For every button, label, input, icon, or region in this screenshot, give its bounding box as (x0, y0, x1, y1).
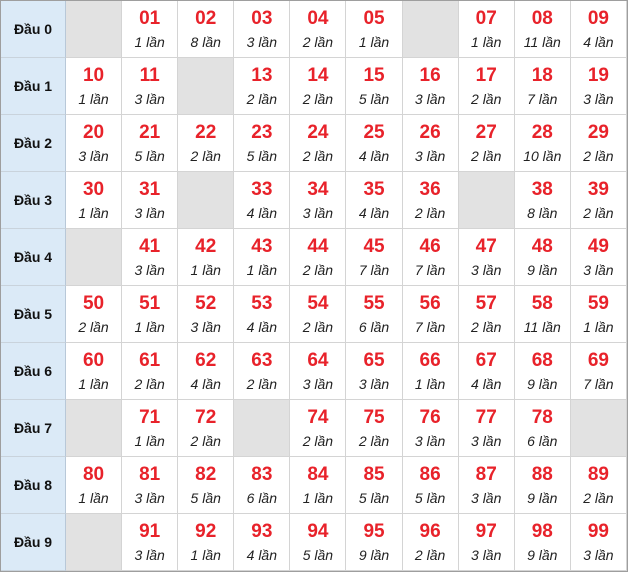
number-value: 95 (363, 520, 385, 542)
occurrence-count: 2 lần (414, 204, 446, 221)
occurrence-count: 2 lần (302, 33, 334, 50)
row-header: Đầu 4 (1, 229, 66, 286)
empty-cell (66, 229, 122, 286)
number-cell (403, 457, 459, 514)
number-cell (66, 343, 122, 400)
number-cell (122, 400, 178, 457)
occurrence-count: 5 lần (414, 489, 446, 506)
number-value: 75 (363, 406, 385, 428)
number-value: 68 (531, 349, 553, 371)
number-value: 48 (531, 235, 553, 257)
empty-cell (178, 172, 234, 229)
number-cell (515, 514, 571, 571)
number-value: 28 (531, 121, 553, 143)
occurrence-count: 1 lần (302, 489, 334, 506)
occurrence-count: 3 lần (190, 318, 221, 335)
number-value: 05 (363, 7, 385, 29)
occurrence-count: 2 lần (471, 90, 502, 107)
number-value: 29 (587, 121, 609, 143)
number-value: 65 (363, 349, 385, 371)
occurrence-count: 4 lần (190, 375, 221, 392)
empty-cell (571, 400, 627, 457)
occurrence-count: 8 lần (527, 204, 558, 221)
occurrence-count: 5 lần (134, 147, 165, 164)
number-value: 24 (307, 121, 329, 143)
number-cell (346, 58, 402, 115)
number-cell (122, 115, 178, 172)
number-cell (290, 286, 346, 343)
occurrence-count: 4 lần (471, 375, 502, 392)
occurrence-count: 9 lần (527, 261, 558, 278)
number-value: 21 (139, 121, 161, 143)
number-value: 64 (307, 349, 329, 371)
number-value: 89 (587, 463, 609, 485)
number-cell (459, 58, 515, 115)
number-cell (403, 229, 459, 286)
number-value: 27 (475, 121, 497, 143)
number-cell (346, 343, 402, 400)
number-value: 99 (587, 520, 609, 542)
number-value: 45 (363, 235, 385, 257)
number-cell (290, 343, 346, 400)
occurrence-count: 4 lần (246, 546, 277, 563)
number-cell (290, 58, 346, 115)
occurrence-count: 4 lần (358, 204, 390, 221)
occurrence-count: 2 lần (471, 318, 502, 335)
number-cell (515, 400, 571, 457)
number-value: 77 (475, 406, 497, 428)
number-value: 80 (82, 463, 105, 485)
number-value: 81 (139, 463, 161, 485)
number-cell (122, 58, 178, 115)
number-cell (403, 172, 459, 229)
row-header: Đầu 6 (1, 343, 66, 400)
number-value: 84 (307, 463, 329, 485)
empty-cell (66, 1, 122, 58)
number-cell (234, 457, 290, 514)
occurrence-count: 3 lần (471, 546, 502, 563)
number-value: 44 (307, 235, 329, 257)
occurrence-count: 1 lần (134, 318, 165, 335)
number-value: 09 (587, 7, 609, 29)
occurrence-count: 5 lần (358, 90, 390, 107)
occurrence-count: 1 lần (134, 432, 165, 449)
occurrence-count: 2 lần (302, 147, 334, 164)
occurrence-count: 8 lần (190, 33, 221, 50)
number-value: 66 (419, 349, 441, 371)
number-cell (346, 115, 402, 172)
occurrence-count: 2 lần (134, 375, 165, 392)
occurrence-count: 3 lần (134, 261, 165, 278)
number-value: 94 (307, 520, 329, 542)
occurrence-count: 2 lần (358, 432, 390, 449)
number-value: 08 (531, 7, 553, 29)
number-cell (234, 1, 290, 58)
number-value: 23 (251, 121, 273, 143)
number-cell (459, 514, 515, 571)
occurrence-count: 2 lần (78, 318, 109, 335)
occurrence-count: 2 lần (190, 432, 221, 449)
occurrence-count: 3 lần (302, 375, 334, 392)
number-value: 19 (587, 64, 609, 86)
number-value: 97 (475, 520, 497, 542)
number-value: 76 (419, 406, 441, 428)
number-value: 20 (82, 121, 105, 143)
row-header: Đầu 0 (1, 1, 66, 58)
row-header: Đầu 3 (1, 172, 66, 229)
number-cell (346, 400, 402, 457)
occurrence-count: 3 lần (246, 33, 277, 50)
number-cell (515, 58, 571, 115)
occurrence-count: 3 lần (134, 489, 165, 506)
number-cell (290, 172, 346, 229)
occurrence-count: 6 lần (527, 432, 558, 449)
number-cell (571, 286, 627, 343)
number-value: 61 (139, 349, 161, 371)
number-cell (571, 1, 627, 58)
number-value: 31 (139, 178, 161, 200)
occurrence-count: 2 lần (302, 318, 334, 335)
number-value: 26 (419, 121, 441, 143)
number-value: 52 (195, 292, 217, 314)
number-value: 88 (531, 463, 553, 485)
occurrence-count: 3 lần (471, 432, 502, 449)
occurrence-count: 1 lần (246, 261, 277, 278)
occurrence-count: 2 lần (583, 147, 614, 164)
occurrence-count: 1 lần (190, 261, 221, 278)
occurrence-count: 2 lần (302, 432, 334, 449)
number-cell (122, 343, 178, 400)
number-cell (515, 172, 571, 229)
number-value: 39 (587, 178, 609, 200)
row-header: Đầu 7 (1, 400, 66, 457)
occurrence-count: 3 lần (414, 90, 446, 107)
number-value: 38 (531, 178, 553, 200)
empty-cell (459, 172, 515, 229)
number-value: 91 (139, 520, 161, 542)
occurrence-count: 10 lần (523, 147, 562, 164)
empty-cell (234, 400, 290, 457)
number-cell (346, 172, 402, 229)
number-cell (234, 514, 290, 571)
number-value: 01 (139, 7, 161, 29)
number-value: 11 (139, 64, 160, 86)
number-cell (459, 343, 515, 400)
occurrence-count: 3 lần (583, 261, 614, 278)
occurrence-count: 3 lần (134, 204, 165, 221)
occurrence-count: 1 lần (78, 90, 109, 107)
number-cell (122, 229, 178, 286)
number-value: 57 (475, 292, 497, 314)
occurrence-count: 1 lần (190, 546, 221, 563)
number-cell (122, 1, 178, 58)
number-value: 46 (419, 235, 441, 257)
number-cell (571, 229, 627, 286)
number-value: 53 (251, 292, 273, 314)
occurrence-count: 1 lần (583, 318, 614, 335)
occurrence-count: 3 lần (134, 90, 165, 107)
number-cell (66, 172, 122, 229)
number-cell (178, 400, 234, 457)
number-cell (122, 457, 178, 514)
number-value: 62 (195, 349, 217, 371)
row-header: Đầu 5 (1, 286, 66, 343)
occurrence-count: 7 lần (358, 261, 390, 278)
number-cell (66, 286, 122, 343)
occurrence-count: 4 lần (358, 147, 390, 164)
number-value: 63 (251, 349, 273, 371)
number-cell (290, 400, 346, 457)
empty-cell (66, 400, 122, 457)
number-cell (515, 1, 571, 58)
number-cell (122, 286, 178, 343)
occurrence-count: 1 lần (78, 489, 109, 506)
number-cell (403, 514, 459, 571)
number-cell (346, 514, 402, 571)
occurrence-count: 5 lần (190, 489, 221, 506)
number-cell (178, 229, 234, 286)
number-value: 74 (307, 406, 329, 428)
number-value: 92 (195, 520, 217, 542)
occurrence-count: 3 lần (414, 432, 446, 449)
number-value: 85 (363, 463, 385, 485)
occurrence-count: 9 lần (358, 546, 390, 563)
number-cell (403, 343, 459, 400)
occurrence-count: 1 lần (358, 33, 390, 50)
number-value: 78 (531, 406, 553, 428)
number-value: 43 (251, 235, 273, 257)
number-value: 98 (531, 520, 553, 542)
number-value: 04 (307, 7, 329, 29)
occurrence-count: 9 lần (527, 546, 558, 563)
number-value: 41 (139, 235, 161, 257)
occurrence-count: 7 lần (527, 90, 558, 107)
number-cell (122, 172, 178, 229)
occurrence-count: 6 lần (246, 489, 277, 506)
number-value: 17 (475, 64, 497, 86)
number-cell (178, 115, 234, 172)
number-cell (571, 514, 627, 571)
occurrence-count: 4 lần (246, 318, 277, 335)
number-cell (290, 1, 346, 58)
number-cell (234, 58, 290, 115)
occurrence-count: 3 lần (471, 261, 502, 278)
number-value: 49 (587, 235, 609, 257)
occurrence-count: 5 lần (358, 489, 390, 506)
number-cell (515, 457, 571, 514)
number-value: 69 (587, 349, 609, 371)
number-cell (459, 400, 515, 457)
number-value: 18 (531, 64, 553, 86)
row-header: Đầu 1 (1, 58, 66, 115)
number-cell (234, 115, 290, 172)
empty-cell (66, 514, 122, 571)
occurrence-count: 7 lần (414, 261, 446, 278)
occurrence-count: 1 lần (78, 204, 109, 221)
number-value: 67 (475, 349, 497, 371)
row-header: Đầu 2 (1, 115, 66, 172)
occurrence-count: 2 lần (302, 90, 334, 107)
number-cell (346, 286, 402, 343)
number-value: 30 (82, 178, 105, 200)
number-cell (290, 229, 346, 286)
number-value: 36 (419, 178, 441, 200)
occurrence-count: 7 lần (583, 375, 614, 392)
occurrence-count: 2 lần (414, 546, 446, 563)
number-cell (459, 115, 515, 172)
number-value: 07 (475, 7, 497, 29)
number-cell (66, 457, 122, 514)
occurrence-count: 11 lần (523, 318, 561, 335)
occurrence-count: 9 lần (527, 489, 558, 506)
number-value: 47 (475, 235, 497, 257)
number-value: 33 (251, 178, 273, 200)
number-cell (66, 115, 122, 172)
occurrence-count: 2 lần (302, 261, 334, 278)
number-cell (571, 343, 627, 400)
occurrence-count: 3 lần (414, 147, 446, 164)
occurrence-count: 3 lần (302, 204, 334, 221)
number-cell (346, 229, 402, 286)
number-cell (122, 514, 178, 571)
number-cell (459, 229, 515, 286)
number-value: 83 (251, 463, 273, 485)
number-value: 93 (251, 520, 273, 542)
number-cell (234, 229, 290, 286)
number-cell (403, 58, 459, 115)
occurrence-count: 3 lần (134, 546, 165, 563)
number-cell (459, 1, 515, 58)
occurrence-count: 3 lần (471, 489, 502, 506)
occurrence-count: 2 lần (471, 147, 502, 164)
number-cell (515, 286, 571, 343)
number-cell (403, 286, 459, 343)
number-cell (515, 229, 571, 286)
number-value: 87 (475, 463, 497, 485)
number-value: 03 (251, 7, 273, 29)
number-cell (234, 172, 290, 229)
number-cell (459, 286, 515, 343)
number-value: 42 (195, 235, 217, 257)
number-cell (234, 286, 290, 343)
number-value: 86 (419, 463, 441, 485)
number-cell (571, 115, 627, 172)
number-value: 54 (307, 292, 329, 314)
number-cell (403, 400, 459, 457)
number-cell (571, 58, 627, 115)
number-value: 14 (307, 64, 329, 86)
occurrence-count: 5 lần (302, 546, 334, 563)
number-cell (290, 457, 346, 514)
number-cell (346, 1, 402, 58)
number-value: 56 (419, 292, 441, 314)
number-cell (234, 343, 290, 400)
number-value: 10 (82, 64, 105, 86)
occurrence-count: 7 lần (414, 318, 446, 335)
number-cell (459, 457, 515, 514)
row-header: Đầu 9 (1, 514, 66, 571)
occurrence-count: 6 lần (358, 318, 390, 335)
number-cell (571, 172, 627, 229)
number-value: 71 (139, 406, 161, 428)
number-value: 13 (251, 64, 273, 86)
occurrence-count: 4 lần (583, 33, 614, 50)
number-cell (290, 514, 346, 571)
number-cell (346, 457, 402, 514)
empty-cell (403, 1, 459, 58)
number-value: 15 (363, 64, 385, 86)
number-value: 82 (195, 463, 217, 485)
occurrence-count: 3 lần (78, 147, 109, 164)
number-cell (178, 343, 234, 400)
number-cell (178, 1, 234, 58)
number-cell (178, 286, 234, 343)
empty-cell (178, 58, 234, 115)
occurrence-count: 4 lần (246, 204, 277, 221)
occurrence-count: 1 lần (471, 33, 502, 50)
number-cell (515, 343, 571, 400)
number-value: 51 (139, 292, 161, 314)
occurrence-count: 3 lần (583, 546, 614, 563)
number-value: 16 (419, 64, 441, 86)
number-value: 58 (531, 292, 553, 314)
occurrence-count: 1 lần (414, 375, 446, 392)
number-value: 96 (419, 520, 441, 542)
occurrence-count: 2 lần (190, 147, 221, 164)
occurrence-count: 2 lần (583, 204, 614, 221)
number-value: 60 (82, 349, 105, 371)
number-cell (403, 115, 459, 172)
number-value: 50 (82, 292, 105, 314)
occurrence-count: 5 lần (246, 147, 277, 164)
occurrence-count: 2 lần (246, 375, 277, 392)
number-value: 34 (307, 178, 329, 200)
number-cell (290, 115, 346, 172)
number-cell (178, 457, 234, 514)
number-value: 02 (195, 7, 217, 29)
occurrence-count: 1 lần (78, 375, 109, 392)
occurrence-count: 9 lần (527, 375, 558, 392)
occurrence-count: 3 lần (583, 90, 614, 107)
occurrence-count: 1 lần (134, 33, 165, 50)
occurrence-count: 3 lần (358, 375, 390, 392)
number-value: 35 (363, 178, 385, 200)
number-value: 72 (195, 406, 217, 428)
number-value: 22 (195, 121, 217, 143)
occurrence-count: 11 lần (523, 33, 561, 50)
number-cell (515, 115, 571, 172)
number-cell (178, 514, 234, 571)
occurrence-count: 2 lần (246, 90, 277, 107)
number-value: 25 (363, 121, 385, 143)
occurrence-count: 2 lần (583, 489, 614, 506)
number-cell (66, 58, 122, 115)
row-header: Đầu 8 (1, 457, 66, 514)
number-cell (571, 457, 627, 514)
number-value: 59 (587, 292, 609, 314)
number-value: 55 (363, 292, 385, 314)
